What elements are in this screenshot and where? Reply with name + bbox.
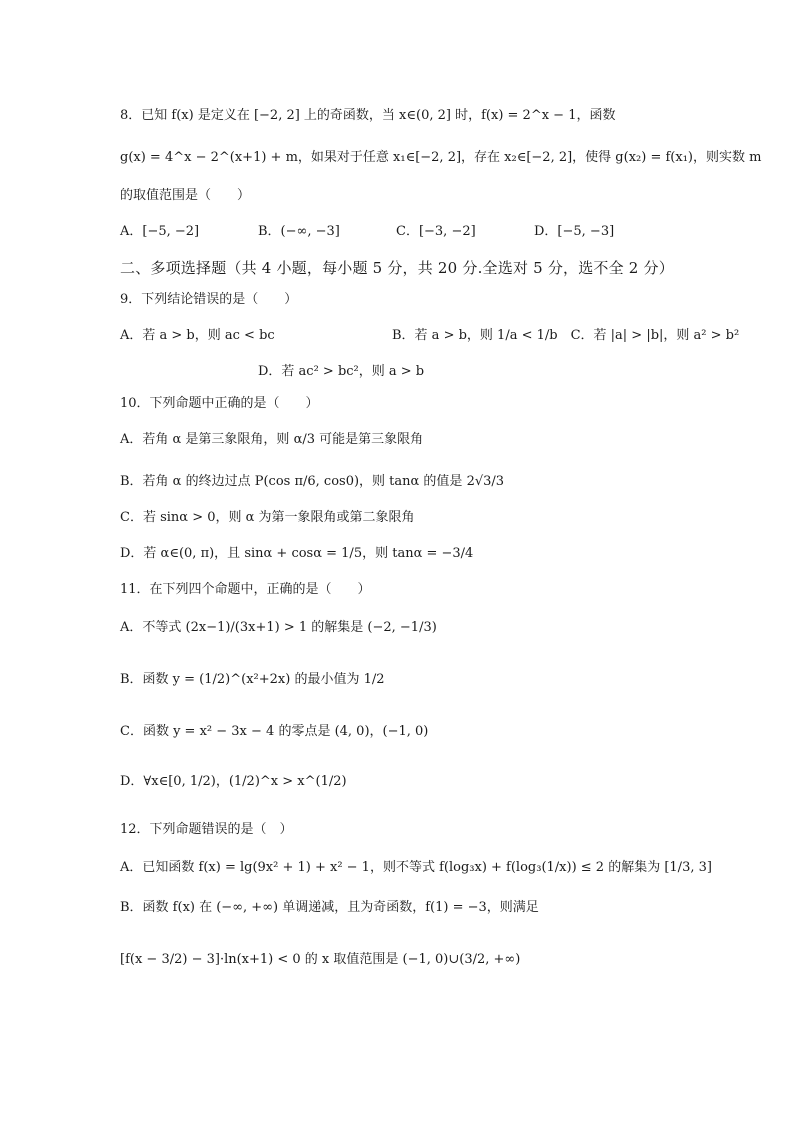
- q11-option-c: C．函数 y = x² − 3x − 4 的零点是 (4, 0)，(−1, 0): [120, 724, 429, 739]
- q10-option-b: B．若角 α 的终边过点 P(cos π/6, cos0)，则 tanα 的值是 2√3/3: [120, 474, 505, 489]
- q8-line3: 的取值范围是（ ）: [120, 188, 251, 203]
- q10-option-c: C．若 sinα > 0，则 α 为第一象限角或第二象限角: [120, 510, 415, 525]
- q8-option-d: D．[−5, −3]: [534, 224, 615, 239]
- q9-option-b-c: B．若 a > b，则 1/a < 1/b C．若 |a| > |b|，则 a² > b²: [392, 328, 740, 343]
- q8-option-c: C．[−3, −2]: [396, 224, 476, 239]
- q10-option-a: A．若角 α 是第三象限角，则 α/3 可能是第三象限角: [120, 432, 424, 447]
- q11-option-b: B．函数 y = (1/2)^(x²+2x) 的最小值为 1/2: [120, 672, 385, 687]
- q11-stem: 11．在下列四个命题中，正确的是（ ）: [120, 582, 371, 597]
- q11-option-a: A．不等式 (2x−1)/(3x+1) > 1 的解集是 (−2, −1/3): [120, 620, 437, 635]
- q8-option-b: B．(−∞, −3]: [258, 224, 340, 239]
- q12-option-b-continued: [f(x − 3/2) − 3]·ln(x+1) < 0 的 x 取值范围是 (−1, 0)∪(3/2, +∞): [120, 952, 521, 967]
- q10-option-d: D．若 α∈(0, π)，且 sinα + cosα = 1/5，则 tanα = −3/4: [120, 546, 474, 561]
- q10-stem: 10．下列命题中正确的是（ ）: [120, 396, 319, 411]
- q12-option-b: B．函数 f(x) 在 (−∞, +∞) 单调递减，且为奇函数，f(1) = −3，则满足: [120, 900, 539, 915]
- q8-line2: g(x) = 4^x − 2^(x+1) + m，如果对于任意 x₁∈[−2, 2]，存在 x₂∈[−2, 2]，使得 g(x₂) = f(x₁)，则实数 m: [120, 150, 762, 165]
- q9-option-d: D．若 ac² > bc²，则 a > b: [258, 364, 425, 379]
- q12-stem: 12．下列命题错误的是（ ）: [120, 822, 293, 837]
- q8-line1: 8．已知 f(x) 是定义在 [−2, 2] 上的奇函数，当 x∈(0, 2] 时，f(x) = 2^x − 1，函数: [120, 108, 616, 123]
- q11-option-d: D．∀x∈[0, 1/2)，(1/2)^x > x^(1/2): [120, 774, 347, 789]
- q8-option-a: A．[−5, −2]: [120, 224, 200, 239]
- q12-option-a: A．已知函数 f(x) = lg(9x² + 1) + x² − 1，则不等式 f(log₃x) + f(log₃(1/x)) ≤ 2 的解集为 [1/3, 3]: [120, 860, 712, 875]
- section-heading-multiple-choice: 二、多项选择题（共 4 小题，每小题 5 分，共 20 分.全选对 5 分，选不全 2 分）: [120, 259, 674, 277]
- q9-stem: 9．下列结论错误的是（ ）: [120, 292, 298, 307]
- q9-option-a: A．若 a > b，则 ac < bc: [120, 328, 275, 343]
